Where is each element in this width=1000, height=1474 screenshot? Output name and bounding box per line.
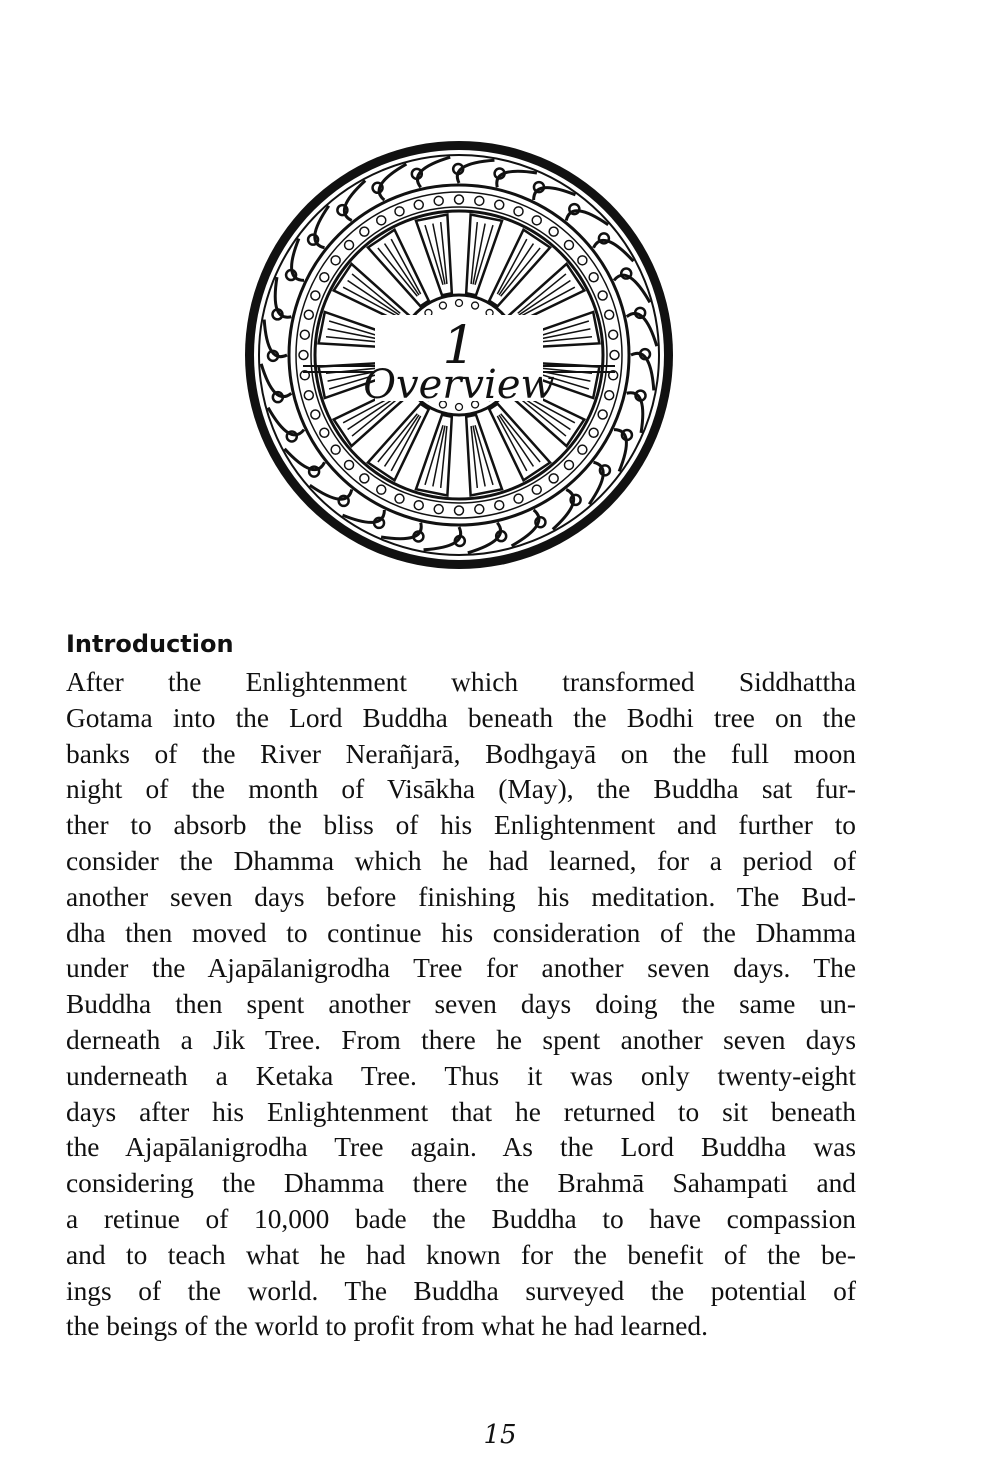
rim-bead	[360, 227, 369, 236]
rim-bead	[434, 196, 443, 205]
rim-bead	[311, 410, 320, 419]
chapter-content	[66, 627, 856, 1345]
rim-bead	[395, 494, 404, 503]
paragraph-line: After the Enlightenment which transformed Siddhattha	[66, 667, 856, 697]
section-heading: Introduction	[66, 630, 234, 658]
rim-bead	[589, 273, 598, 282]
rim-bead	[300, 330, 309, 339]
rim-bead	[475, 505, 484, 514]
rim-bead	[610, 351, 619, 360]
paragraph-line: a retinue of 10,000 bade the Buddha to have compassion	[66, 1203, 856, 1234]
rim-bead	[320, 273, 329, 282]
rim-bead	[532, 216, 541, 225]
rim-bead	[455, 506, 464, 515]
rim-bead	[414, 501, 423, 510]
rim-bead	[532, 485, 541, 494]
paragraph-line: dha then moved to continue his consideration of the Dhamma	[66, 917, 856, 948]
rim-bead	[304, 391, 313, 400]
chapter-number: 1	[442, 316, 476, 376]
paragraph-line: ings of the world. The Buddha surveyed the potential of	[66, 1275, 856, 1306]
page-number: 15	[483, 1420, 517, 1450]
rim-bead	[564, 460, 573, 469]
rim-bead	[345, 460, 354, 469]
rim-bead	[549, 227, 558, 236]
rim-bead	[605, 310, 614, 319]
rim-bead	[605, 391, 614, 400]
rim-bead	[455, 195, 464, 204]
rim-bead	[609, 330, 618, 339]
rim-bead	[320, 428, 329, 437]
paragraph-line: and to teach what he had known for the benefit of the be-	[66, 1239, 856, 1270]
paragraph-line: Buddha then spent another seven days doing the same un-	[66, 989, 856, 1020]
rim-bead	[299, 351, 308, 360]
rim-bead	[495, 200, 504, 209]
rim-bead	[564, 241, 573, 250]
paragraph-line: considering the Dhamma there the Brahmā Sahampati and	[66, 1168, 856, 1199]
paragraph-line: the beings of the world to profit from what he had learned.	[66, 1311, 708, 1342]
rim-bead	[598, 291, 607, 300]
rim-bead	[304, 310, 313, 319]
paragraph-line: ther to absorb the bliss of his Enlightenment and further to	[66, 810, 856, 841]
rim-bead	[414, 200, 423, 209]
dharma-wheel-emblem	[243, 120, 675, 590]
paragraph-line: underneath a Ketaka Tree. Thus it was only twenty-eight	[66, 1060, 856, 1091]
paragraph-line: banks of the River Nerañjarā, Bodhgayā on the full moon	[66, 738, 856, 769]
rim-bead	[345, 241, 354, 250]
paragraph-line: under the Ajapālanigrodha Tree for another seven days. The	[66, 953, 856, 984]
dharma-wheel-icon	[243, 120, 675, 590]
rim-bead	[495, 501, 504, 510]
body-paragraph	[66, 665, 856, 1345]
paragraph-line: night of the month of Visākha (May), the Buddha sat fur-	[66, 774, 856, 805]
rim-bead	[311, 291, 320, 300]
rim-bead	[377, 216, 386, 225]
rim-bead	[434, 505, 443, 514]
rim-bead	[360, 474, 369, 483]
paragraph-line: another seven days before finishing his meditation. The Bud-	[66, 881, 856, 912]
rim-bead	[377, 485, 386, 494]
rim-bead	[514, 494, 523, 503]
paragraph-line: consider the Dhamma which he had learned, for a period of	[66, 845, 856, 876]
rim-bead	[331, 445, 340, 454]
paragraph-line: Gotama into the Lord Buddha beneath the Bodhi tree on the	[66, 702, 856, 733]
rim-bead	[331, 256, 340, 265]
paragraph-line: days after his Enlightenment that he returned to sit beneath	[66, 1096, 856, 1127]
rim-bead	[578, 256, 587, 265]
rim-bead	[395, 207, 404, 216]
rim-bead	[514, 207, 523, 216]
rim-bead	[598, 410, 607, 419]
chapter-title: Overview	[363, 362, 555, 408]
rim-bead	[549, 474, 558, 483]
rim-bead	[589, 428, 598, 437]
rim-bead	[475, 196, 484, 205]
paragraph-line: derneath a Jik Tree. From there he spent another seven days	[66, 1024, 856, 1055]
paragraph-line: the Ajapālanigrodha Tree again. As the Lord Buddha was	[66, 1132, 856, 1163]
rim-bead	[578, 445, 587, 454]
